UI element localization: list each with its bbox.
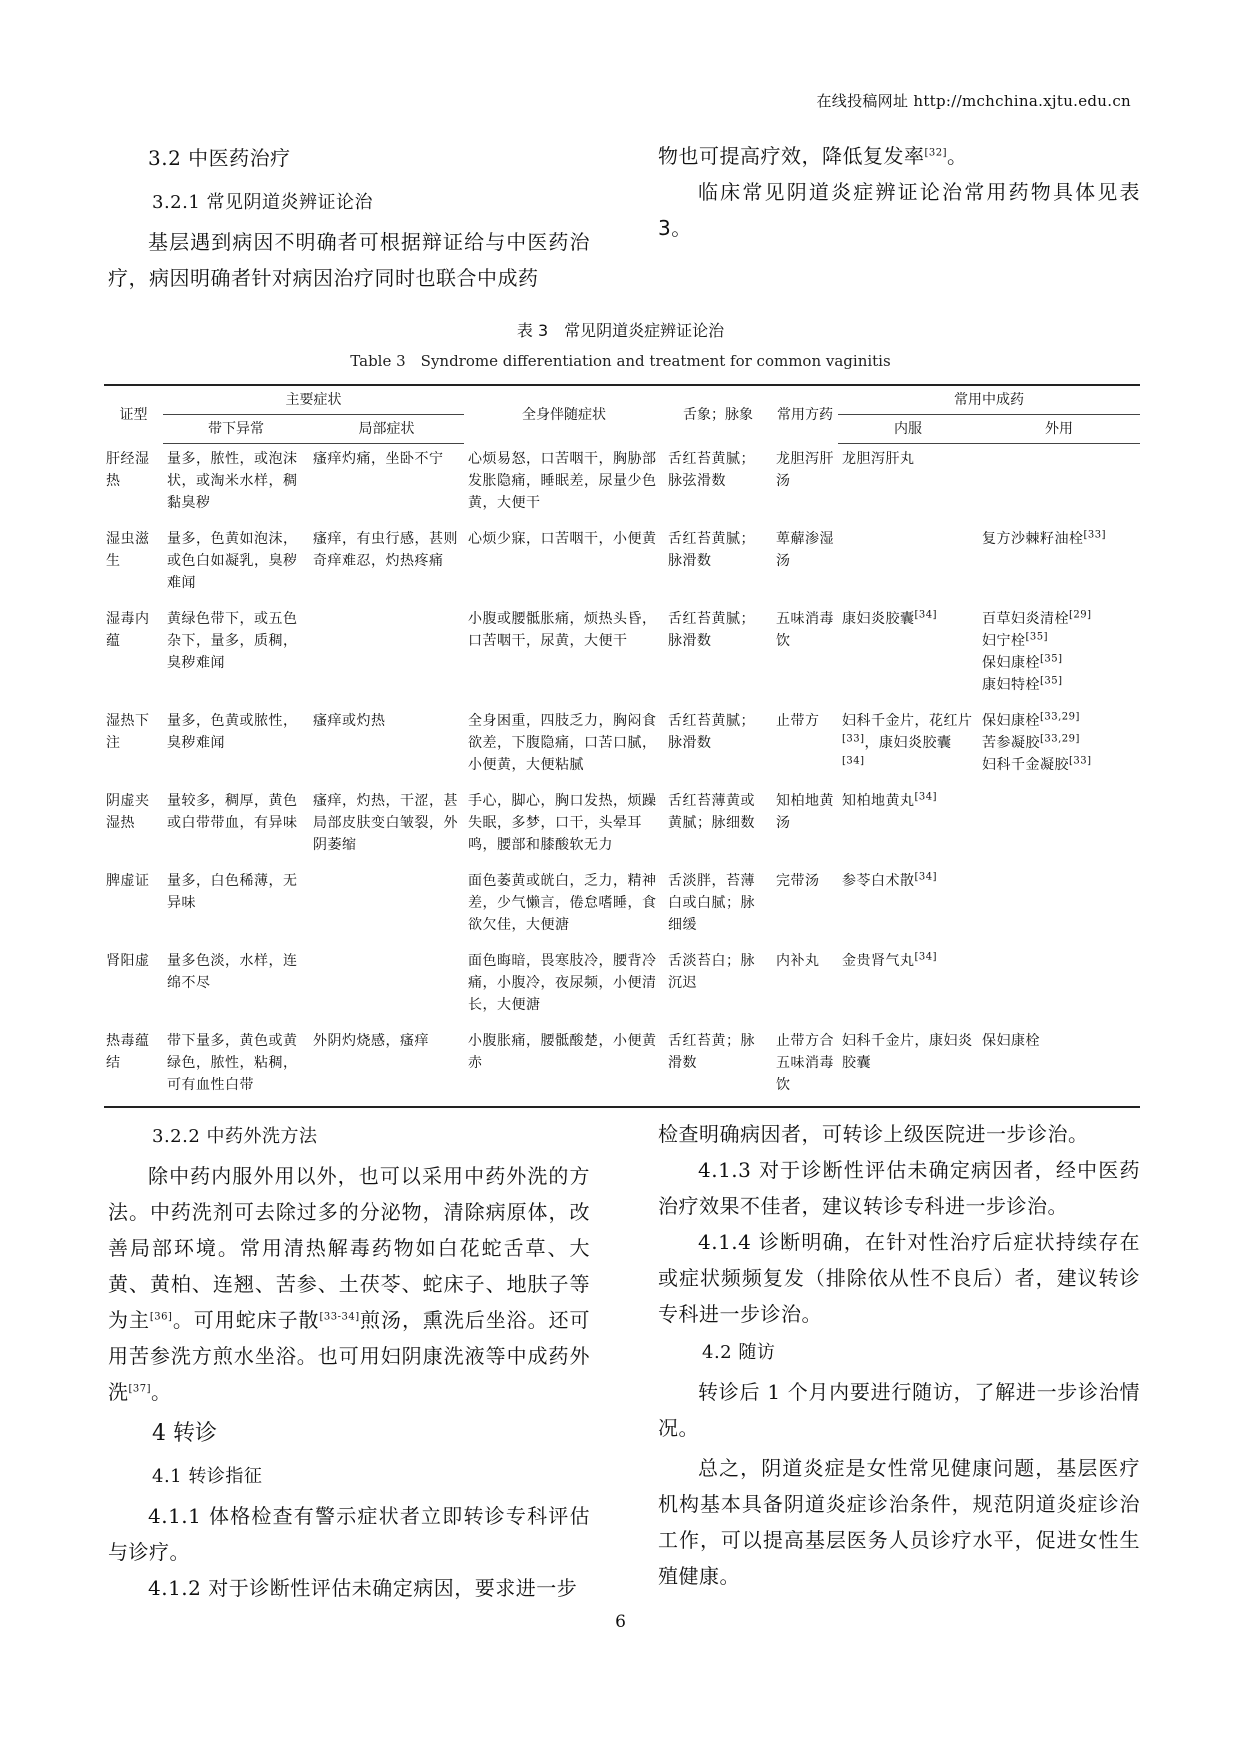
cell-formula: 内补丸 <box>776 953 820 969</box>
paragraph-4-1-1: 4.1.1 体格检查有警示症状者立即转诊专科评估与诊疗。 <box>108 1504 591 1564</box>
table-3 <box>104 384 1140 1108</box>
heading-3-2-2: 3.2.2 中药外洗方法 <box>152 1126 318 1147</box>
upper-right-column <box>658 138 1140 246</box>
table-row <box>104 946 1140 1026</box>
cell-formula: 五味消毒饮 <box>776 611 834 649</box>
table-row <box>104 444 1140 525</box>
cell-internal: 康妇炎胶囊[34] <box>842 609 938 627</box>
cell-external <box>978 786 1140 866</box>
heading-4-2: 4.2 随访 <box>702 1342 776 1363</box>
cell-internal: 妇科千金片，康妇炎胶囊 <box>838 1026 978 1107</box>
cell-internal <box>838 524 978 604</box>
cell-external: 百草妇炎清栓[29] 妇宁栓[35] 保妇康栓[35] 康妇特栓[35] <box>982 609 1092 693</box>
cell-tongue: 舌淡苔白；脉沉迟 <box>668 953 755 991</box>
cell-tongue: 舌红苔黄；脉滑数 <box>664 1026 772 1107</box>
cell-systemic: 手心，脚心，胸口发热，烦躁失眠，多梦，口干，头晕耳鸣，腰部和膝酸软无力 <box>468 793 657 853</box>
paragraph-summary: 总之，阴道炎症是女性常见健康问题，基层医疗机构基本具备阴道炎症诊治条件，规范阴道炎症诊治工作，可以提高基层医务人员诊疗水平，促进女性生殖健康。 <box>658 1456 1140 1588</box>
table-row <box>104 604 1140 706</box>
cell-tongue: 舌红苔黄腻；脉滑数 <box>668 531 755 569</box>
header-tongue-pulse: 舌象；脉象 <box>664 385 772 444</box>
table-row <box>104 866 1140 946</box>
cell-systemic: 心烦少寐，口苦咽干，小便黄 <box>468 531 657 547</box>
cell-local <box>309 946 464 1026</box>
cell-tongue: 舌红苔黄腻；脉滑数 <box>668 611 755 649</box>
paragraph-4-1-2: 4.1.2 对于诊断性评估未确定病因，要求进一步 <box>148 1576 578 1600</box>
paragraph-4-1-4: 4.1.4 诊断明确，在针对性治疗后症状持续存在或症状频频复发（排除依从性不良后）者，建议转诊专科进一步诊治。 <box>658 1230 1141 1326</box>
cell-systemic: 面色萎黄或㿠白，乏力，精神差，少气懒言，倦怠嗜睡，食欲欠佳，大便溏 <box>468 873 657 933</box>
cell-local: 瘙痒灼痛，坐卧不宁 <box>313 451 444 467</box>
cell-local <box>309 866 464 946</box>
cell-systemic: 心烦易怒，口苦咽干，胸胁部发胀隐痛，睡眠差，尿量少色黄，大便干 <box>468 450 657 511</box>
cell-external: 保妇康栓 <box>978 1026 1140 1107</box>
header-systemic: 全身伴随症状 <box>464 385 664 444</box>
header-local: 局部症状 <box>309 415 464 444</box>
cell-formula: 萆薢渗湿汤 <box>776 531 834 569</box>
cell-local <box>309 604 464 706</box>
cell-local: 瘙痒，有虫行感，甚则奇痒难忍，灼热疼痛 <box>313 531 458 569</box>
cell-internal: 龙胆泻肝丸 <box>842 451 915 467</box>
cell-formula: 完带汤 <box>776 873 820 889</box>
cell-formula: 止带方合五味消毒饮 <box>772 1026 838 1107</box>
cell-tongue: 舌淡胖，苔薄白或白腻；脉细缓 <box>668 873 755 933</box>
table-row <box>104 786 1140 866</box>
cell-internal: 妇科千金片，花红片[33]，康妇炎胶囊[34] <box>842 713 973 767</box>
cell-syndrome: 阴虚夹湿热 <box>106 793 150 831</box>
header-site-label: 在线投稿网址 <box>816 92 909 110</box>
table-row <box>104 1026 1140 1107</box>
cell-syndrome: 湿毒内蕴 <box>106 611 150 649</box>
heading-3-2: 3.2 中医药治疗 <box>148 146 291 170</box>
cell-leukorrhea: 量多色淡，水样，连绵不尽 <box>167 953 298 991</box>
cell-leukorrhea: 量较多，稠厚，黄色或白带带血，有异味 <box>167 793 298 831</box>
heading-3-2-1: 3.2.1 常见阴道炎辨证论治 <box>152 192 374 213</box>
cell-external: 复方沙棘籽油栓[33] <box>982 529 1107 547</box>
header-formula: 常用方药 <box>772 385 838 444</box>
cell-internal: 金贵肾气丸[34] <box>842 951 938 969</box>
cell-leukorrhea: 带下量多，黄色或黄绿色，脓性，粘稠，可有血性白带 <box>163 1026 309 1107</box>
header-main-symptoms: 主要症状 <box>163 385 464 415</box>
header-syndrome: 证型 <box>104 385 163 444</box>
cell-formula: 止带方 <box>776 713 820 729</box>
cell-syndrome: 肾阳虚 <box>106 953 150 969</box>
table-caption-zh: 表 3 常见阴道炎症辨证论治 <box>516 321 725 340</box>
cell-leukorrhea: 量多，色黄如泡沫，或色白如凝乳，臭秽难闻 <box>167 531 298 591</box>
cell-local: 瘙痒或灼热 <box>313 713 386 729</box>
cell-syndrome: 湿虫滋生 <box>106 531 150 569</box>
header-tcm: 常用中成药 <box>838 385 1140 415</box>
paragraph-tcm-intro: 基层遇到病因不明确者可根据辩证给与中医药治疗，病因明确者针对病因治疗同时也联合中成药 <box>108 230 590 290</box>
header-leukorrhea: 带下异常 <box>163 415 309 444</box>
cell-tongue: 舌红苔黄腻；脉滑数 <box>668 713 755 751</box>
upper-left-column <box>108 140 590 296</box>
cell-systemic: 全身困重，四肢乏力，胸闷食欲差，下腹隐痛，口苦口腻，小便黄，大便粘腻 <box>468 713 657 773</box>
cell-systemic: 小腹或腰骶胀痛，烦热头昏，口苦咽干，尿黄，大便干 <box>468 611 657 649</box>
running-header <box>816 90 1131 111</box>
header-url[interactable]: http://mchchina.xjtu.edu.cn <box>913 92 1131 110</box>
cell-tongue: 舌红苔薄黄或黄腻；脉细数 <box>668 793 755 831</box>
cell-syndrome: 湿热下注 <box>106 713 150 751</box>
heading-4: 4 转诊 <box>152 1421 218 1446</box>
cell-syndrome: 热毒蕴结 <box>104 1026 163 1107</box>
paragraph-continued-referral: 检查明确病因者，可转诊上级医院进一步诊治。 <box>658 1122 1089 1146</box>
paragraph-4-1-3: 4.1.3 对于诊断性评估未确定病因者，经中医药治疗效果不佳者，建议转诊专科进一步诊治。 <box>658 1158 1141 1218</box>
lower-right-column <box>658 1116 1140 1594</box>
table-row <box>104 706 1140 786</box>
cell-internal: 参苓白术散[34] <box>842 871 938 889</box>
cell-syndrome: 脾虚证 <box>106 873 150 889</box>
heading-4-1: 4.1 转诊指征 <box>152 1466 263 1487</box>
lower-left-column <box>108 1120 590 1606</box>
paragraph-follow-up: 转诊后 1 个月内要进行随访，了解进一步诊治情况。 <box>658 1380 1141 1440</box>
header-external: 外用 <box>978 415 1140 444</box>
cell-leukorrhea: 量多，脓性，或泡沫状，或淘米水样，稠黏臭秽 <box>167 451 298 511</box>
cell-systemic: 小腹胀痛，腰骶酸楚，小便黄赤 <box>464 1026 664 1107</box>
cell-local: 瘙痒，灼热，干涩，甚局部皮肤变白皱裂，外阴萎缩 <box>313 793 458 853</box>
cell-external <box>978 444 1140 525</box>
table-caption-en: Table 3 Syndrome differentiation and treatment for common vaginitis <box>350 352 891 370</box>
cell-formula: 知柏地黄汤 <box>776 793 834 831</box>
cell-syndrome: 肝经湿热 <box>106 450 150 489</box>
cell-systemic: 面色晦暗，畏寒肢冷，腰背冷痛，小腹冷，夜尿频，小便清长，大便溏 <box>468 953 657 1013</box>
cell-leukorrhea: 黄绿色带下，或五色杂下，量多，质稠，臭秽难闻 <box>167 611 298 671</box>
cell-external: 保妇康栓[33,29] 苦参凝胶[33,29] 妇科千金凝胶[33] <box>982 711 1092 773</box>
cell-internal: 知柏地黄丸[34] <box>842 791 938 809</box>
cell-leukorrhea: 量多，白色稀薄，无异味 <box>167 873 298 911</box>
cell-external <box>978 866 1140 946</box>
header-internal: 内服 <box>838 415 978 444</box>
cell-local: 外阴灼烧感，瘙痒 <box>309 1026 464 1107</box>
paragraph-table-ref: 临床常见阴道炎症辨证论治常用药物具体见表 3。 <box>658 180 1140 240</box>
paragraph-external-wash: 除中药内服外用以外，也可以采用中药外洗的方法。中药洗剂可去除过多的分泌物，清除病原体，改善局部环境。常用清热解毒药物如白花蛇舌草、大黄、黄柏、连翘、苦参、土茯苓、蛇床子、地肤子等为主[36]。可用蛇床子散[33-34]煎汤，熏洗后坐浴。还可用苦参洗方煎水坐浴。也可用妇阴康洗液等中成药外洗[37]。 <box>108 1164 591 1404</box>
cell-leukorrhea: 量多，色黄或脓性，臭秽难闻 <box>167 713 298 751</box>
table-row <box>104 524 1140 604</box>
cell-formula: 龙胆泻肝汤 <box>776 450 834 489</box>
page-number: 6 <box>615 1612 626 1632</box>
paragraph-continued: 物也可提高疗效，降低复发率[32]。 <box>658 144 968 168</box>
cell-external <box>978 946 1140 1026</box>
cell-tongue: 舌红苔黄腻；脉弦滑数 <box>668 450 755 489</box>
